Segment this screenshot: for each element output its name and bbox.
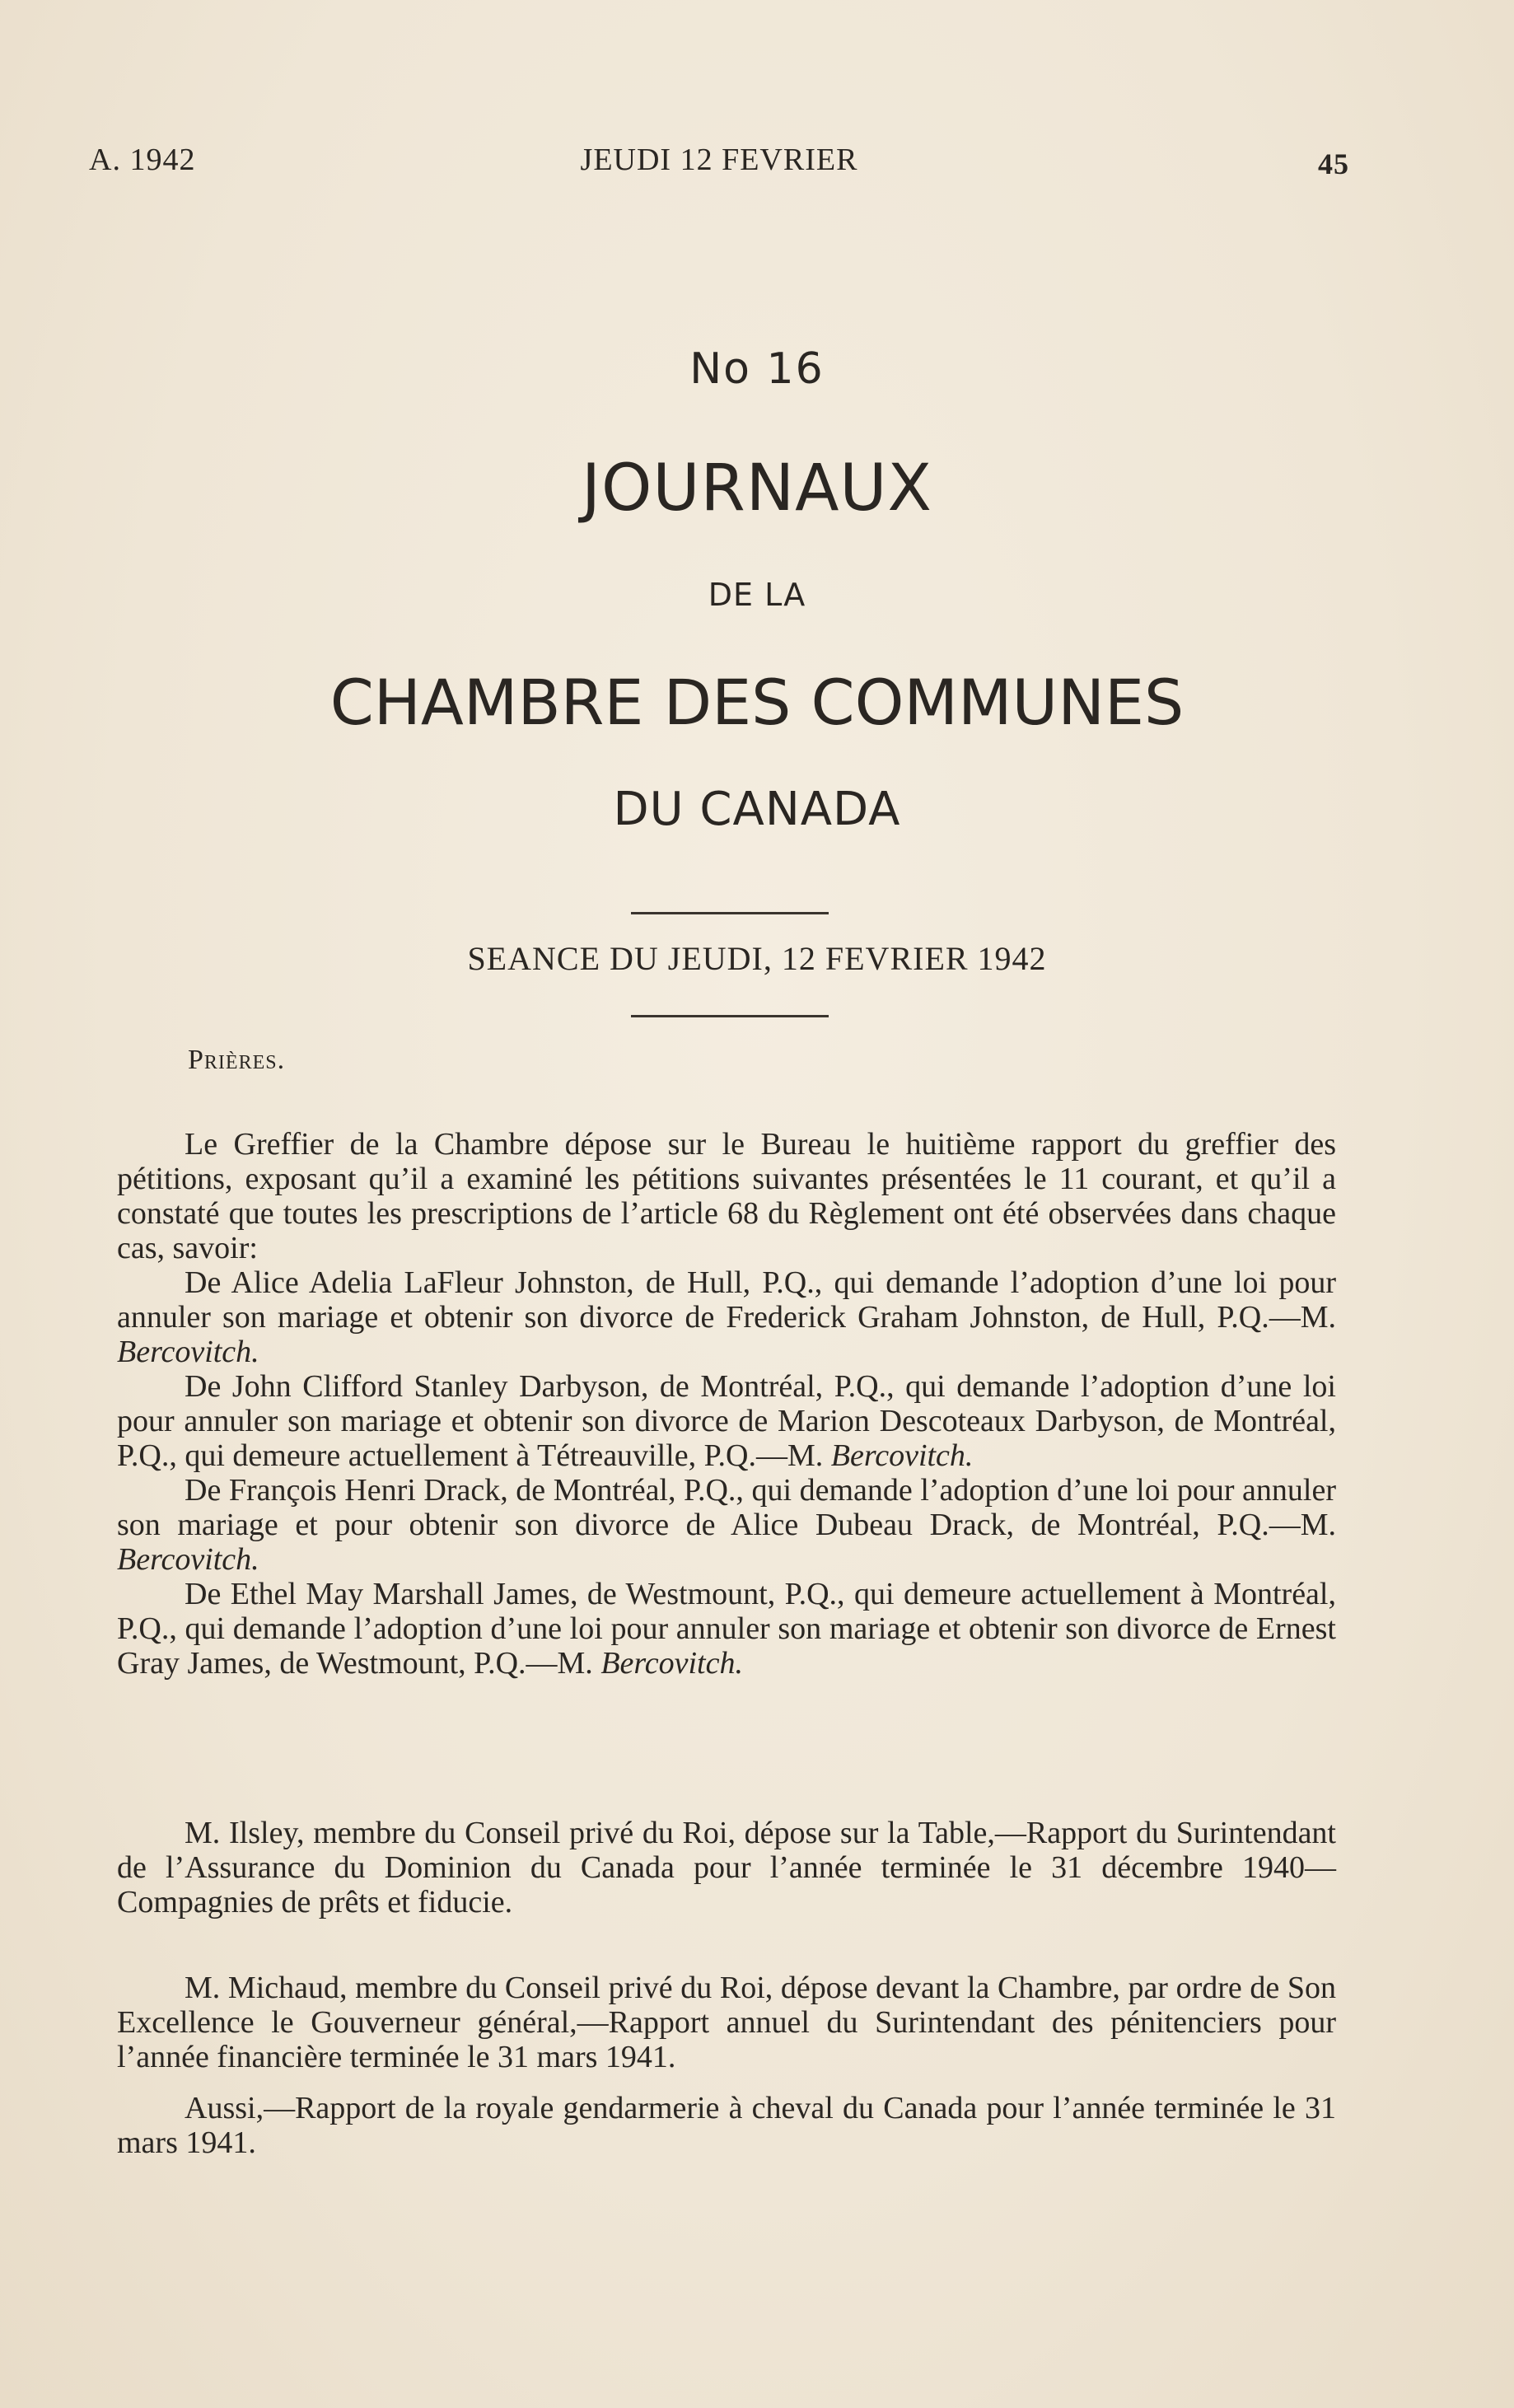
country-title: DU CANADA <box>613 783 901 836</box>
petition-item: De Alice Adelia LaFleur Johnston, de Hull, P.Q., qui demande l’adoption d’une loi pour annuler son mariage et obtenir son divorce de Frederick Graham Johnston, de Hull, P.Q.—M. Bercovitch. <box>117 1265 1336 1369</box>
ilsley-tabling <box>117 1816 1336 1919</box>
petitions-section <box>117 1127 1336 1681</box>
running-head <box>89 142 1349 183</box>
journal-title: JOURNAUX <box>582 451 932 526</box>
petition-item: De John Clifford Stanley Darbyson, de Montréal, P.Q., qui demande l’adoption d’une loi pour annuler son mariage et obtenir son divorce de Marion Descoteaux Darbyson, de Montréal, P.Q., qui demeure actuellement à Tétreauville, P.Q.—M. Bercovitch. <box>117 1369 1336 1473</box>
divider-top <box>631 912 829 914</box>
journal-subtitle: DE LA <box>708 577 806 613</box>
michaud-paragraph: M. Michaud, membre du Conseil privé du Roi, dépose devant la Chambre, par ordre de Son Excellence le Gouverneur général,—Rapport annuel du Surintendant des pénitenciers pour l’année financière terminée le 31 mars 1941. <box>117 1971 1336 2074</box>
divider-bottom <box>631 1015 829 1017</box>
petitions-intro: Le Greffier de la Chambre dépose sur le Bureau le huitième rapport du greffier des pétitions, exposant qu’il a examiné les pétitions suivantes présentées le 11 courant, et qu’il a constaté que toutes les prescriptions de l’article 68 du Règlement ont été observées dans chaque cas, savoir: <box>117 1127 1336 1265</box>
prayers-label: Prières. <box>188 1045 286 1075</box>
petition-sponsor: Bercovitch. <box>600 1646 743 1681</box>
petition-sponsor: Bercovitch. <box>117 1335 259 1369</box>
ilsley-paragraph: M. Ilsley, membre du Conseil privé du Roi, dépose sur la Table,—Rapport du Surintendant de l’Assurance du Dominion du Canada pour l’année terminée le 31 décembre 1940—Compagnies de prêts et fiducie. <box>117 1816 1336 1919</box>
petition-sponsor: Bercovitch. <box>117 1542 259 1577</box>
chamber-title: CHAMBRE DES COMMUNES <box>329 666 1185 739</box>
issue-number: No 16 <box>689 344 825 394</box>
aussi-paragraph: Aussi,—Rapport de la royale gendarmerie à cheval du Canada pour l’année terminée le 31 mars 1941. <box>117 2091 1336 2160</box>
petition-sponsor: Bercovitch. <box>830 1438 974 1473</box>
page-number: 45 <box>1318 147 1349 180</box>
petition-item: De Ethel May Marshall James, de Westmount, P.Q., qui demeure actuellement à Montréal, P.Q., qui demande l’adoption d’une loi pour annuler son mariage et obtenir son divorce de Ernest Gray James, de Westmount, P.Q.—M. Bercovitch. <box>117 1577 1336 1681</box>
header-year: A. 1942 <box>89 143 196 177</box>
sitting-heading: SEANCE DU JEUDI, 12 FEVRIER 1942 <box>467 940 1047 977</box>
michaud-tabling <box>117 1971 1336 2160</box>
petition-item: De François Henri Drack, de Montréal, P.Q., qui demande l’adoption d’une loi pour annuler son mariage et pour obtenir son divorce de Alice Dubeau Drack, de Montréal, P.Q.—M. Bercovitch. <box>117 1473 1336 1577</box>
header-date: JEUDI 12 FEVRIER <box>580 143 858 177</box>
